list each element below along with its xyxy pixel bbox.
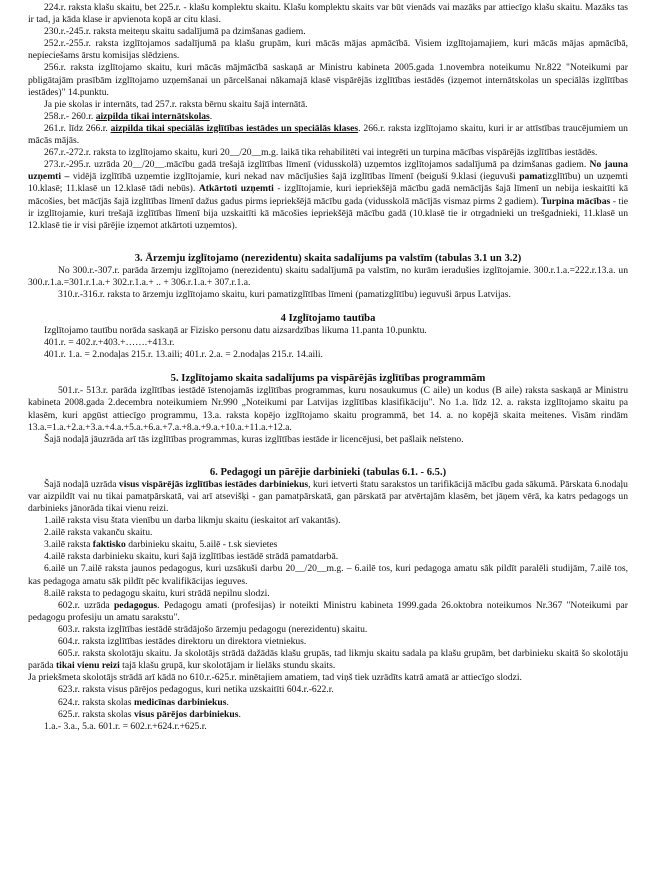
text: . Pedagogu amati (profesijas) ir noteikti Ministru kabineta 1999.gada 26.oktobra noteikumos Nr.367 "Noteikumi par pedagogu profesiju un amatu sarakstu". bbox=[28, 599, 628, 623]
row-604-note: 604.r. raksta izglītības iestādes direktoru un direktora vietniekus. bbox=[58, 636, 307, 648]
para-273 bbox=[28, 159, 628, 232]
text: , kuri ietverti štatu sarakstos un tarifikācijā mācību gada sākumā. Pārskata 6.nodaļu var aizpildīt vai nu tikai pamatpārskatā, vai arī atsevišķi - gan pamatpārskatā, gan pārskatā par atvērtajām klasēm, bet jāņem vērā, ka katrs pedagogs un darbinieks jānorāda tikai vienu reizi. bbox=[28, 478, 628, 514]
para-internat: Ja pie skolas ir internāts, tad 257.r. raksta bērnu skaitu šajā internātā. bbox=[44, 98, 308, 110]
section-6-title: 6. Pedagogi un pārējie darbinieki (tabulas 6.1. - 6.5.) bbox=[209, 466, 447, 478]
section-4-title: 4 Izglītojamo tautība bbox=[280, 313, 376, 325]
section-3-title: 3. Ārzemju izglītojamo (nerezidentu) skaita sadalījums pa valstīm (tabulas 3.1 un 3.2) bbox=[134, 252, 522, 264]
emphasis: aizpilda tikai speciālās izglītības iestādes un speciālās klases bbox=[110, 122, 359, 134]
text: . bbox=[238, 708, 241, 720]
column-4-note: 4.ailē raksta darbinieku skaitu, kuri šajā izglītības iestādē strādā pamatdarbā. bbox=[44, 551, 339, 563]
row-625-note bbox=[28, 709, 628, 721]
row-624-note bbox=[28, 697, 628, 709]
text: . bbox=[209, 110, 213, 122]
text: 258.r.- 260.r. bbox=[44, 110, 96, 122]
text: . bbox=[226, 696, 229, 708]
column-1-note: 1.ailē raksta visu štata vienību un darba likmju skaitu (ieskaitot arī vakantās). bbox=[44, 515, 341, 527]
document-page bbox=[28, 0, 628, 733]
para-267: 267.r.-272.r. raksta to izglītojamo skaitu, kuri 20__/20__m.g. laikā tika rehabilitēti vai integrēti un turpina mācības vispārējās izglītības iestādēs. bbox=[44, 147, 598, 159]
bold-term: faktisko bbox=[92, 539, 126, 551]
text: tajā klašu grupā, kur skolotājam ir lielāks stundu skaits. bbox=[119, 660, 336, 672]
bold-term: visus vispārējās izglītības iestādes darbiniekus bbox=[118, 478, 309, 490]
text: 624.r. raksta skolas bbox=[58, 696, 134, 708]
text: 3.ailē raksta bbox=[44, 539, 93, 551]
text: izglītību) un uzņemti 10.klasē; 11.klasē un 12.klasē tādi nebūs). bbox=[28, 171, 628, 195]
text: - izglītojamie, kuri iepriekšējā mācību gadā nemācījās šajā līmenī un nebija ieskaitīti kā mācošies, bet mācījās šajā izglītības līmenī dažus gadus pirms iepriekšējā mācību gada (vidusskolā mācījās vismaz pirms 2 gadiem). bbox=[28, 183, 628, 207]
para-256: 256.r. raksta izglītojamo skaitu, kuri mācās mājmācībā saskaņā ar Ministru kabineta 2005.gada 1.novembra noteikumu Nr.822 "Noteikumi par pbligātajām prasībām izglītojamo uzņemšanai un pārcelšanai nākamajā klasē vispārējās izglītības iestādēs (izņemot internātskolas un speciālās izglītības iestādes)" 14.punktu. bbox=[28, 62, 628, 98]
bold-term: medicīnas darbiniekus bbox=[133, 696, 227, 708]
section-4-para-1: Izglītojamo tautību norāda saskaņā ar Fizisko personu datu aizsardzības likuma 11.panta 10.punktu. bbox=[44, 325, 427, 337]
column-6-7-note: 6.ailē un 7.ailē raksta jaunos pedagogus, kuri uzsākuši darbu 20__/20__m.g. – 6.ailē tos, kuri pedagoga amatu sāk pildīt paralēli studijām, 7.ailē tos, kas pedagoga amatu sāk pildīt pēc kvalifikācijas ieguves. bbox=[28, 563, 628, 587]
bold-term: tikai vienu reizi bbox=[55, 660, 120, 672]
bold-term: No jauna uzņemti – bbox=[28, 159, 628, 183]
sum-formula: 1.a.- 3.a., 5.a. 601.r. = 602.r.+624.r.+625.r. bbox=[44, 720, 207, 732]
text: 602.r. uzrāda bbox=[58, 599, 114, 611]
column-3-note bbox=[28, 539, 628, 551]
text: . 266.r. raksta izglītojamo skaitu, kuri ir ar attīstības traucējumiem un mācās mājās. bbox=[28, 122, 628, 147]
para-258 bbox=[28, 111, 628, 123]
row-610-625-note: Ja priekšmeta skolotājs strādā arī kādā no 610.r.-625.r. minētajiem amatiem, tad viņš tiek uzrādīts katrā amatā ar attiecīgo slodzi. bbox=[28, 672, 522, 684]
para-230: 230.r.-245.r. raksta meiteņu skaitu sadalījumā pa dzimšanas gadiem. bbox=[44, 26, 306, 38]
bold-term: pedagogus bbox=[113, 599, 158, 611]
text: - tie ir izglītojamie, kuri trešajā izglītības līmenī bija uzskaitīti kā mācošies iepriekšējā mācību gadā (10.klasē tie ir otrgadnieki un trešgadnieki, 11.klasē un 12.klasē tie ir visi pārējie izņemot atkārtoti uzņemtos). bbox=[28, 195, 628, 231]
row-623-note: 623.r. raksta visus pārējos pedagogus, kuri netika uzskaitīti 604.r.-622.r. bbox=[58, 684, 334, 696]
emphasis: aizpilda tikai internātskolas bbox=[95, 110, 210, 122]
section-3-para-1: No 300.r.-307.r. parāda ārzemju izglītojamo (nerezidentu) skaitu sadalījumā pa valstīm, no kurām ieradušies izglītojamie. 300.r.1.a.=222.r.13.a. un 300.r.1.a.=301.r.1.a.+ 302.r.1.a.+ .. + 306.r.1.a.+ 307.r.1.a. bbox=[28, 264, 628, 288]
text: 605.r. raksta skolotāju skaitu. Ja skolotājs strādā dažādās klašu grupās, tad likmju skaitu sadala pa klašu grupām, bet darbinieku skaitā šo skolotāju parāda bbox=[28, 648, 628, 672]
section-5-title: 5. Izglītojamo skaita sadalījums pa vispārējās izglītības programmām bbox=[170, 373, 486, 385]
para-261 bbox=[28, 123, 628, 147]
section-3-para-2: 310.r.-316.r. raksta to ārzemju izglītojamo skaitu, kuri pamatizglītības līmeni (pamatizglītību) ieguvuši ārpus Latvijas. bbox=[58, 288, 511, 300]
bold-term: pamat bbox=[519, 171, 546, 183]
para-224: 224.r. raksta klašu skaitu, bet 225.r. - klašu komplektu skaitu. Klašu komplektu skaits var būt vienāds vai mazāks par attiecīgo klašu skaitu. Mazāks tas ir tad, ja kāda klase ir apvienota kopā ar citu klasi. bbox=[28, 2, 628, 26]
bold-term: Atkārtoti uzņemti bbox=[198, 183, 274, 195]
bold-term: Turpina mācības bbox=[540, 195, 611, 207]
text: darbinieku skaitu, 5.ailē - t.sk sievietes bbox=[125, 539, 278, 551]
section-4-para-3: 401.r. 1.a. = 2.nodaļas 215.r. 13.aili; 401.r. 2.a. = 2.nodaļas 215.r. 14.aili. bbox=[44, 349, 323, 361]
row-603-note: 603.r. raksta izglītības iestādē strādājošo ārzemju pedagogu (nerezidentu) skaitu. bbox=[58, 623, 368, 635]
column-8-note: 8.ailē raksta to pedagogu skaitu, kuri strādā nepilnu slodzi. bbox=[44, 587, 270, 599]
text: 261.r. līdz 266.r. bbox=[44, 122, 111, 134]
text: 273.r.-295.r. uzrāda 20__/20__.mācību gadā trešajā izglītības līmenī (vidusskolā) uzņemtos izglītojamos sadalījumā pa dzimšanas gadiem. bbox=[44, 159, 590, 171]
section-5-para-2: Šajā nodaļā jāuzrāda arī tās izglītības programmas, kuras izglītības iestāde ir licencējusi, bet pašlaik neīsteno. bbox=[44, 433, 464, 445]
row-605-note bbox=[28, 648, 628, 672]
column-2-note: 2.ailē raksta vakanču skaitu. bbox=[44, 527, 153, 539]
text: vidējā izglītībā uzņemtie izglītojamie, kuri nekad nav mācījušies šajā izglītības līmenī (beiguši 9.klasi (ieguvuši bbox=[69, 171, 520, 183]
text: Šajā nodaļā uzrāda bbox=[44, 478, 119, 490]
bold-term: visus pārējos darbiniekus bbox=[133, 708, 239, 720]
para-252: 252.r.-255.r. raksta izglītojamos sadalījumā pa klašu grupām, kuri mācās mājas apmācībā. Visiem izglītojamajiem, kuri mācās mājas apmācībā, nepieciešams ārstu komisijas slēdziens. bbox=[28, 38, 628, 62]
row-602-note bbox=[28, 600, 628, 624]
text: 625.r. raksta skolas bbox=[58, 708, 134, 720]
section-5-para-1: 501.r.- 513.r. parāda izglītības iestādē īstenojamās izglītības programmas, kuru nosaukumus (C aile) un kodus (B aile) raksta saskaņā ar Ministru kabineta 2008.gada 2.decembra noteikumiem Nr.990 „Noteikumi par Latvijas izglītības klasifikāciju". No 1.a. līdz 12. a. raksta izglītojamo skaitu pa klasēm, kuri apgūst attiecīgo programmu, 13.a. raksta kopējo izglītojamo skaitu programmā, bet 14. a. no kopējā skaita meitenes. Visām rindām 13.a.=1.a.+2.a.+3.a.+4.a.+5.a.+6.a.+7.a.+8.a.+9.a.+10.a.+11.a.+12.a. bbox=[28, 385, 628, 433]
section-6-intro bbox=[28, 479, 628, 515]
section-4-para-2: 401.r. = 402.r.+403.+…….+413.r. bbox=[44, 337, 175, 349]
